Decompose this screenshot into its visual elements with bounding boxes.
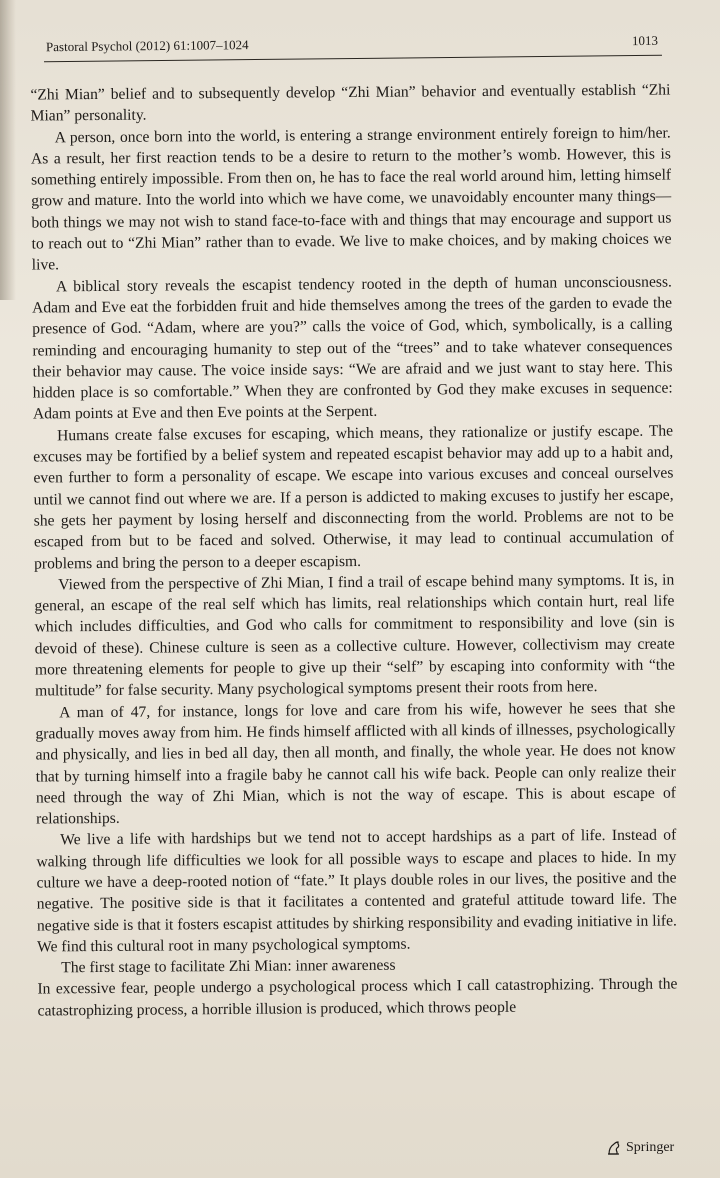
paragraph: “Zhi Mian” belief and to subsequently develop “Zhi Mian” behavior and eventually establish “Zhi Mian” personality. — [30, 81, 671, 125]
section-heading: The first stage to facilitate Zhi Mian: inner awareness — [61, 956, 396, 977]
page-number: 1013 — [631, 32, 659, 49]
paragraph: We live a life with hardships but we tend not to accept hardships as a part of life. Instead of walking through life difficulties we look for all possible ways to escape and places to hide. In my culture we have a deep-rooted notion of “fate.” It plays double roles in our lives, the positive and the negative. The positive side is that it facilitates a contented and grateful attitude toward life. The negative side is that it fosters escapist attitudes by shirking responsibility and evading initiative in life. We find this cultural root in many psychological symptoms. — [36, 826, 677, 956]
publisher-mark — [606, 1140, 674, 1156]
publisher-name: Springer — [626, 1140, 675, 1155]
running-head — [46, 33, 658, 55]
paragraph: Humans create false excuses for escaping, which means, they rationalize or justify escape. The excuses may be fortified by a belief system and repeated escapist behavior may add up to a habit and, even further to form a personality of escape. We escape into various excuses and conceal ourselves until we cannot find out where we are. If a person is addicted to making excuses to justify her escape, she gets her payment by losing herself and disconnecting from the world. Problems are not to be escaped from but to be faced and solved. Otherwise, it may lead to continual accumulation of problems and bring the person to a deeper escapism. — [33, 422, 674, 573]
paragraph: A person, once born into the world, is entering a strange environment entirely foreign to him/her. As a result, her first reaction tends to be a desire to return to the mother’s womb. However, this is something entirely impossible. From then on, he has to face the real world around him, letting himself grow and mature. Into the world into which we have come, we unavoidably encounter many things—both things we may not wish to stand face-to-face with and things that may encourage and support us to reach out to “Zhi Mian” rather than to evade. We live to make choices, and by making choices we live. — [30, 124, 672, 274]
body-text — [30, 80, 677, 1022]
header-rule — [44, 55, 662, 62]
paragraph: A man of 47, for instance, longs for love and care from his wife, however he sees that she gradually moves away from him. He finds himself afflicted with all kinds of illnesses, psychologically and physically, and lies in bed all day, then all month, and finally, the whole year. He does not know that by turning himself into a fragile baby he cannot call his wife back. People can only realize their need through the way of Zhi Mian, which is not the way of escape. This is about escape of relationships. — [35, 699, 676, 828]
journal-citation: Pastoral Psychol (2012) 61:1007–1024 — [45, 37, 249, 55]
paragraph: Viewed from the perspective of Zhi Mian, I find a trail of escape behind many symptoms. It is, in general, an escape of the real self which has limits, real relationships which contain hurt, real life which includes difficulties, and God who calls for commitment to responsibility and love (sin is devoid of these). Chinese culture is seen as a collective culture. However, collectivism may create more threatening elements for people to give up their “self” by escaping into conformity with “the multitude” for false security. Many psychological symptoms present their roots from here. — [34, 571, 675, 700]
paragraph: In excessive fear, people undergo a psychological process which I call catastrophizing. Through the catastrophizing process, a horrible illusion is produced, which throws people — [37, 975, 678, 1020]
paragraph: A biblical story reveals the escapist tendency rooted in the depth of human unconsciousness. Adam and Eve eat the forbidden fruit and hide themselves among the trees of the garden to evade the presence of God. “Adam, where are you?” calls the voice of God, which, symbolically, is a calling reminding and encouraging humanity to step out of the “trees” and to take whatever consequences their behavior may cause. The voice inside says: “We are afraid and we just want to stay here. This hidden place is so comfortable.” When they are confronted by God they make excuses in sequence: Adam points at Eve and then Eve points at the Serpent. — [32, 273, 673, 423]
springer-horse-icon — [606, 1140, 622, 1156]
page-binding-shadow — [0, 0, 16, 300]
